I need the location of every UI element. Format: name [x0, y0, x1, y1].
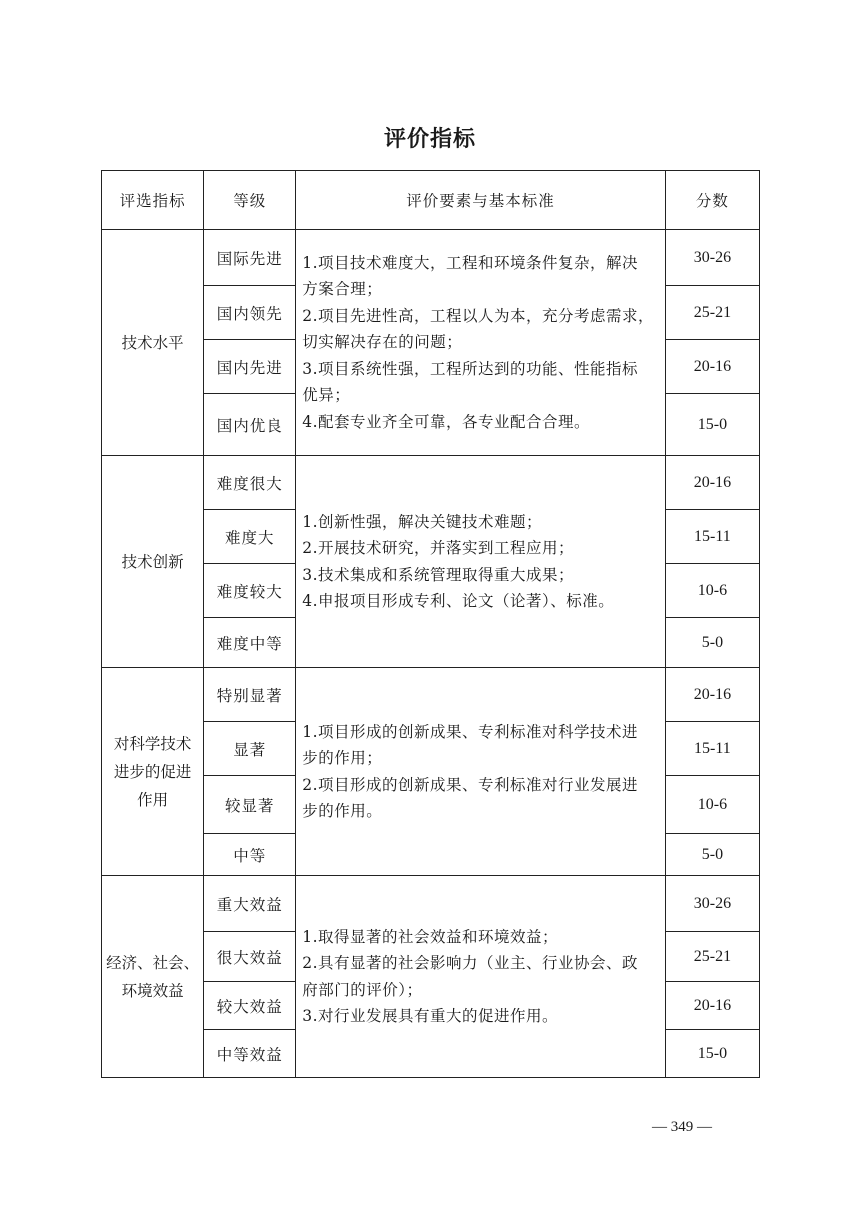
- grade-cell: 国内领先: [204, 286, 296, 340]
- criteria-cell: [296, 456, 666, 668]
- category-cell: 技术创新: [102, 456, 204, 668]
- score-cell: 15-11: [665, 722, 759, 776]
- category-line: 对科学技术: [113, 734, 192, 753]
- grade-cell: 重大效益: [204, 876, 296, 932]
- criteria-line: 2.开展技术研究，并落实到工程应用；: [302, 539, 575, 557]
- criteria-line: 1.创新性强，解决关键技术难题；: [302, 512, 543, 531]
- score-cell: 30-26: [665, 876, 759, 932]
- criteria-line: 优异；: [302, 386, 351, 405]
- criteria-line: 3.技术集成和系统管理取得重大成果；: [302, 565, 575, 584]
- criteria-line: 1.取得显著的社会效益和环境效益；: [302, 927, 559, 946]
- category-cell: [102, 668, 204, 876]
- score-cell: 20-16: [665, 982, 759, 1030]
- score-cell: 10-6: [665, 564, 759, 618]
- grade-cell: 难度中等: [204, 618, 296, 668]
- score-cell: 15-11: [665, 510, 759, 564]
- grade-cell: 很大效益: [204, 932, 296, 982]
- grade-cell: 难度很大: [204, 456, 296, 510]
- grade-cell: 国内优良: [204, 394, 296, 456]
- criteria-cell: [296, 876, 666, 1078]
- page-title: 评价指标: [383, 127, 476, 152]
- header-score: 分数: [665, 171, 759, 230]
- grade-cell: 特别显著: [204, 668, 296, 722]
- criteria-line: 切实解决存在的问题；: [302, 333, 463, 352]
- criteria-line: 4.配套专业齐全可靠，各专业配合合理。: [302, 412, 591, 431]
- category-line: 环境效益: [121, 981, 184, 1000]
- score-cell: 15-0: [665, 394, 759, 456]
- score-cell: 10-6: [665, 776, 759, 834]
- table-row: [102, 876, 760, 932]
- grade-cell: 较显著: [204, 776, 296, 834]
- category-line: 作用: [137, 790, 169, 809]
- score-cell: 25-21: [665, 286, 759, 340]
- criteria-line: 1.项目形成的创新成果、专利标准对科学技术进: [302, 722, 639, 741]
- criteria-cell: [296, 668, 666, 876]
- score-cell: 5-0: [665, 618, 759, 668]
- table-header-row: [102, 171, 760, 230]
- grade-cell: 国内先进: [204, 340, 296, 394]
- category-line: 进步的促进: [113, 762, 192, 781]
- criteria-line: 方案合理；: [302, 280, 383, 299]
- score-cell: 20-16: [665, 668, 759, 722]
- category-cell: [102, 876, 204, 1078]
- score-cell: 20-16: [665, 456, 759, 510]
- page-number: — 349 —: [652, 1119, 712, 1135]
- criteria-line: 3.对行业发展具有重大的促进作用。: [302, 1007, 559, 1025]
- grade-cell: 难度大: [204, 510, 296, 564]
- table-row: [102, 230, 760, 286]
- score-cell: 20-16: [665, 340, 759, 394]
- criteria-line: 步的作用；: [302, 749, 383, 767]
- grade-cell: 中等: [204, 834, 296, 876]
- score-cell: 5-0: [665, 834, 759, 876]
- header-grade: 等级: [204, 171, 296, 230]
- grade-cell: 显著: [204, 722, 296, 776]
- criteria-line: 府部门的评价）；: [302, 980, 423, 999]
- criteria-line: 2.项目形成的创新成果、专利标准对行业发展进: [302, 775, 639, 794]
- score-cell: 15-0: [665, 1030, 759, 1078]
- table-row: [102, 456, 760, 510]
- criteria-cell: [296, 230, 666, 456]
- header-criteria: 评价要素与基本标准: [296, 171, 666, 230]
- grade-cell: 较大效益: [204, 982, 296, 1030]
- evaluation-table: [101, 170, 760, 1078]
- score-cell: 25-21: [665, 932, 759, 982]
- grade-cell: 中等效益: [204, 1030, 296, 1078]
- header-category: 评选指标: [102, 171, 204, 230]
- table-row: [102, 668, 760, 722]
- category-line: 经济、社会、: [106, 953, 200, 972]
- grade-cell: 难度较大: [204, 564, 296, 618]
- category-cell: 技术水平: [102, 230, 204, 456]
- criteria-line: 1.项目技术难度大，工程和环境条件复杂，解决: [302, 253, 639, 272]
- criteria-line: 2.项目先进性高，工程以人为本，充分考虑需求，: [302, 306, 655, 325]
- criteria-line: 4.申报项目形成专利、论文（论著）、标准。: [302, 592, 615, 610]
- criteria-line: 3.项目系统性强，工程所达到的功能、性能指标: [302, 359, 639, 378]
- criteria-line: 步的作用。: [302, 802, 383, 820]
- criteria-line: 2.具有显著的社会影响力（业主、行业协会、政: [302, 954, 639, 972]
- score-cell: 30-26: [665, 230, 759, 286]
- grade-cell: 国际先进: [204, 230, 296, 286]
